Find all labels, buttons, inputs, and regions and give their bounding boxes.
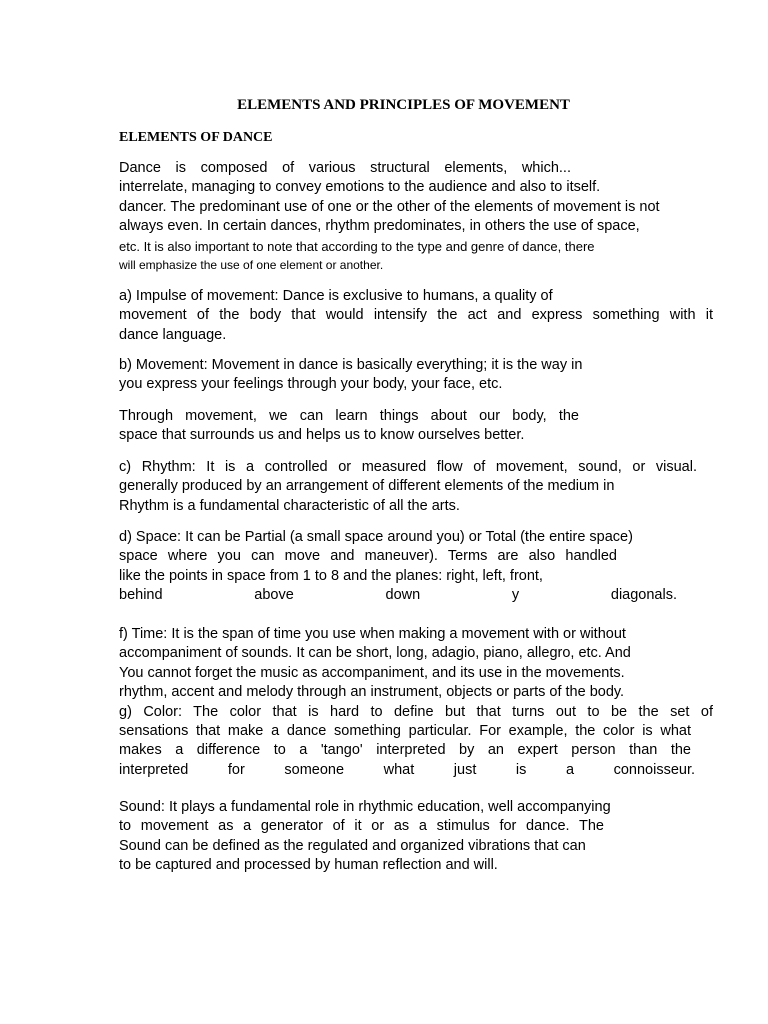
paragraph-movement	[119, 356, 713, 395]
text-line: f) Time: It is the span of time you use when making a movement with or without	[119, 626, 626, 642]
text-line: etc. It is also important to note that according to the type and genre of dance, there	[119, 238, 595, 254]
paragraph-space	[119, 528, 713, 606]
text-line: accompaniment of sounds. It can be short, long, adagio, piano, allegro, etc. And	[119, 645, 631, 662]
document-title: ELEMENTS AND PRINCIPLES OF MOVEMENT	[237, 97, 570, 113]
text-line: to be captured and processed by human reflection and will.	[119, 857, 498, 874]
text-line: Sound: It plays a fundamental role in rhythmic education, well accompanying	[119, 799, 611, 815]
paragraph-intro	[119, 159, 713, 275]
text-line: generally produced by an arrangement of different elements of the medium in	[119, 478, 615, 495]
text-line: like the points in space from 1 to 8 and the planes: right, left, front,	[119, 567, 543, 584]
text-line: you express your feelings through your body, your face, etc.	[119, 376, 503, 393]
paragraph-through-movement	[119, 407, 713, 446]
text-line: Through movement, we can learn things about our body, the	[119, 408, 579, 424]
paragraph-sound	[119, 798, 713, 876]
paragraph-rhythm	[119, 458, 713, 516]
text-line: d) Space: It can be Partial (a small space around you) or Total (the entire space)	[119, 529, 633, 545]
text-line: space where you can move and maneuver). Terms are also handled	[119, 548, 617, 565]
text-line: b) Movement: Movement in dance is basically everything; it is the way in	[119, 357, 583, 373]
text-line: interrelate, managing to convey emotions to the audience and also to itself.	[119, 179, 601, 196]
text-line: Rhythm is a fundamental characteristic of all the arts.	[119, 497, 460, 514]
text-line: a) Impulse of movement: Dance is exclusive to humans, a quality of	[119, 288, 553, 304]
paragraph-impulse	[119, 287, 713, 345]
text-line: behind above down y diagonals.	[119, 587, 677, 604]
text-line: to movement as a generator of it or as a stimulus for dance. The	[119, 818, 604, 835]
text-line: sensations that make a dance something particular. For example, the color is what	[119, 722, 691, 739]
text-line: rhythm, accent and melody through an instrument, objects or parts of the body.	[119, 684, 625, 701]
text-line: movement of the body that would intensify the act and express something with it	[119, 307, 713, 324]
text-line: Sound can be defined as the regulated and organized vibrations that can	[119, 837, 586, 854]
text-line: Dance is composed of various structural elements, which...	[119, 160, 571, 176]
text-line: space that surrounds us and helps us to know ourselves better.	[119, 427, 525, 444]
text-line: interpreted for someone what just is a connoisseur.	[119, 761, 695, 778]
text-line: dance language.	[119, 326, 227, 343]
text-line: always even. In certain dances, rhythm predominates, in others the use of space,	[119, 218, 640, 235]
text-line: dancer. The predominant use of one or the other of the elements of movement is not	[119, 198, 660, 215]
section-heading: ELEMENTS OF DANCE	[119, 130, 273, 145]
text-line: You cannot forget the music as accompaniment, and its use in the movements.	[119, 664, 625, 681]
paragraph-time-color	[119, 625, 713, 780]
text-line: makes a difference to a 'tango' interpreted by an expert person than the	[119, 742, 691, 759]
text-line: g) Color: The color that is hard to define but that turns out to be the set of	[119, 703, 713, 720]
text-line: will emphasize the use of one element or another.	[119, 257, 384, 272]
text-line: c) Rhythm: It is a controlled or measured flow of movement, sound, or visual.	[119, 459, 697, 475]
